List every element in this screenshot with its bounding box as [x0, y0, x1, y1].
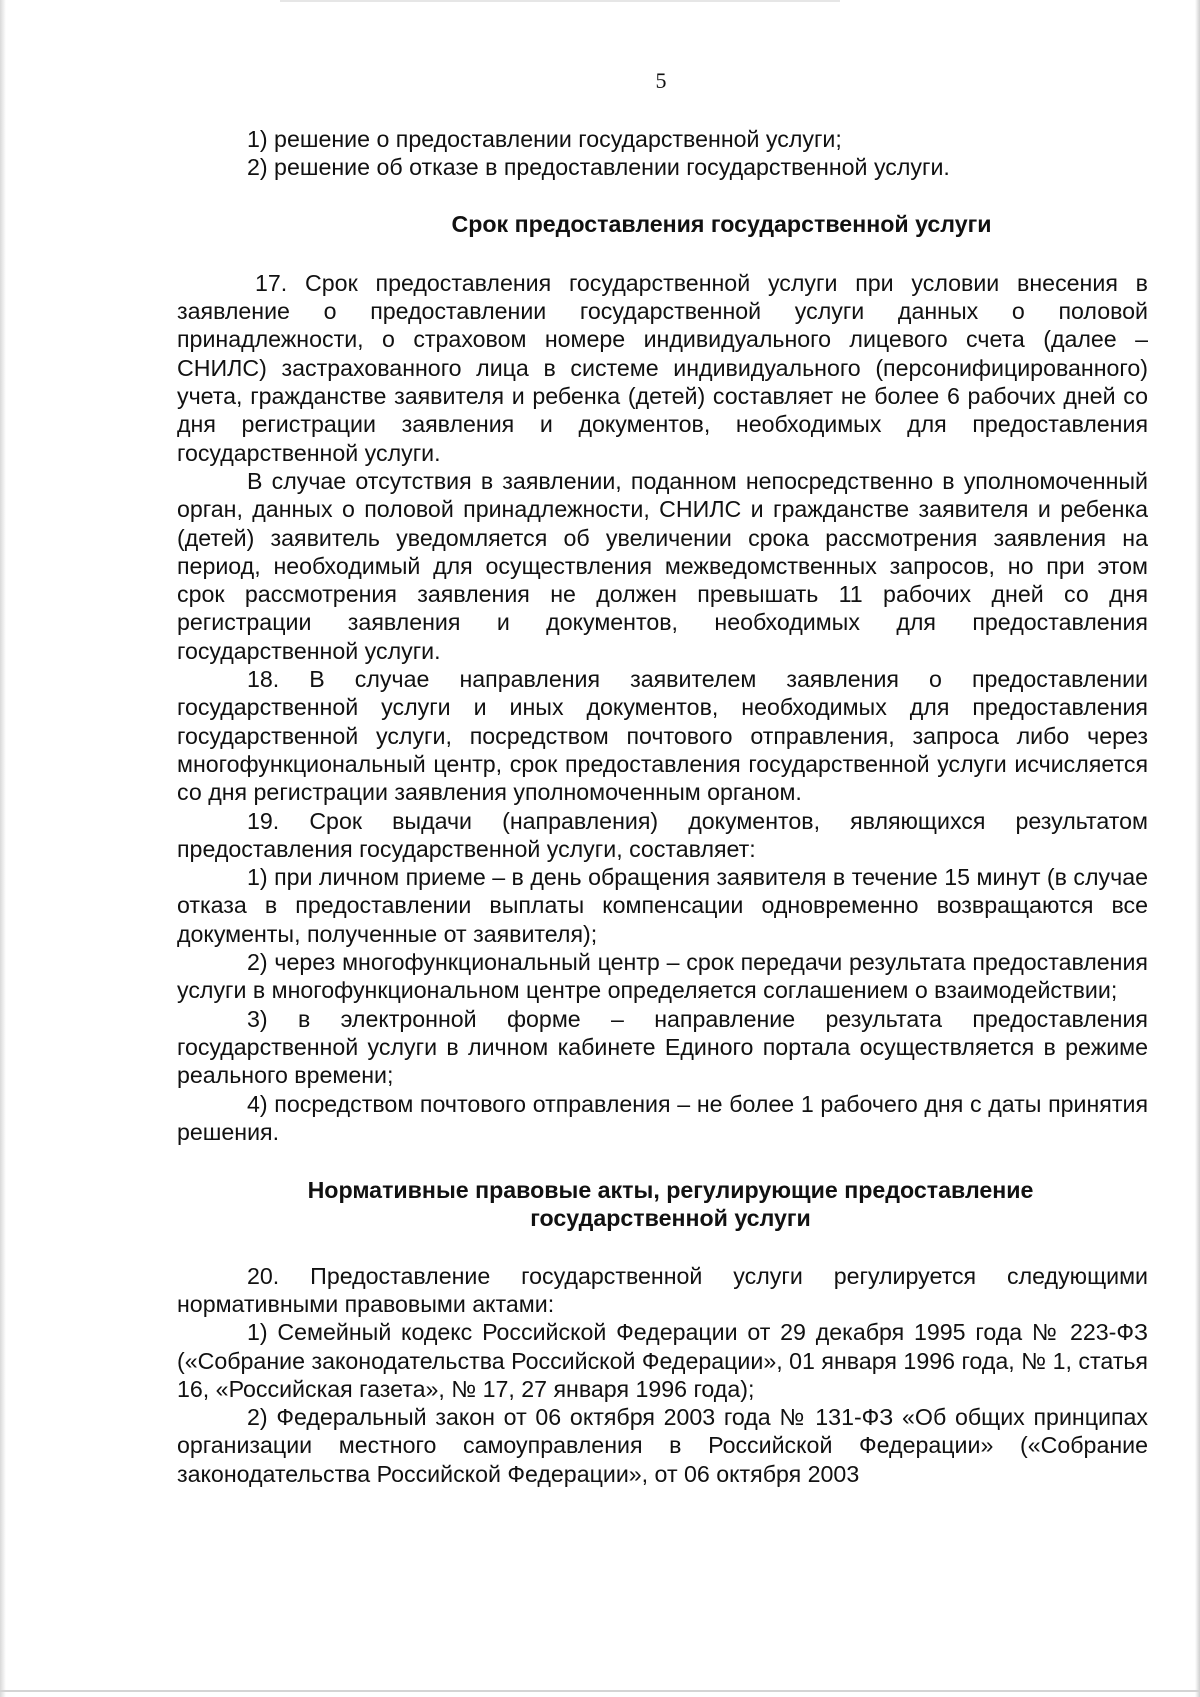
paragraph-20-item-1: 1) Семейный кодекс Российской Федерации от 29 декабря 1995 года № 223-ФЗ («Собрание законодательства Российской Федерации», 01 января 1996 года, № 1, статья 16, «Российская газета», № 17, 27 января 1996 года); — [177, 1319, 1148, 1402]
section-heading-term: Срок предоставления государственной услуги — [451, 210, 992, 237]
page-bottom-edge — [0, 1690, 1200, 1692]
section-heading-wrap-acts — [177, 1146, 1148, 1262]
page-left-edge-shadow — [0, 0, 6, 1697]
paragraph-18: 18. В случае направления заявителем заявления о предоставлении государственной услуги и иных документов, необходимых для предоставления государственной услуги, посредством почтового отправления, запроса либо через многофункциональный центр, срок предоставления государственной услуги исчисляется со дня регистрации заявления уполномоченным органом. — [177, 666, 1148, 806]
section-heading-wrap — [177, 182, 1148, 269]
result-item-1: 1) решение о предоставлении государственной услуги; — [247, 126, 842, 152]
result-item-2: 2) решение об отказе в предоставлении государственной услуги. — [247, 154, 950, 181]
paragraph-19: 19. Срок выдачи (направления) документов, являющихся результатом предоставления государственной услуги, составляет: — [177, 807, 1148, 862]
page-right-edge-shadow — [1195, 0, 1200, 1697]
paragraph-17-absence: В случае отсутствия в заявлении, поданном непосредственно в уполномоченный орган, данных о половой принадлежности, СНИЛС и гражданстве заявителя и ребенка (детей) заявитель уведомляется об увеличении срока рассмотрения заявления на период, необходимый для осуществления межведомственных запросов, но при этом срок рассмотрения заявления не должен превышать 11 рабочих дней со дня регистрации заявления и документов, необходимых для предоставления государственной услуги. — [177, 467, 1148, 664]
section-heading-acts-line2: государственной услуги — [530, 1205, 811, 1232]
page-top-edge — [280, 0, 840, 2]
paragraph-20: 20. Предоставление государственной услуги регулируется следующими нормативными правовыми актами: — [177, 1262, 1148, 1317]
page-number: 5 — [655, 68, 667, 93]
paragraph-19-item-3: 3) в электронной форме – направление результата предоставления государственной услуги в личном кабинете Единого портала осуществляется в режиме реального времени; — [177, 1005, 1148, 1089]
paragraph-19-item-1: 1) при личном приеме – в день обращения заявителя в течение 15 минут (в случае отказа в предоставлении выплаты компенсации одновременно возвращаются все документы, полученные от заявителя); — [177, 864, 1148, 947]
paragraph-17: 17. Срок предоставления государственной услуги при условии внесения в заявление о предоставлении государственной услуги данных о половой принадлежности, о страховом номере индивидуального лицевого счета (далее – СНИЛС) застрахованного лица в системе индивидуального (персонифицированного) учета, гражданстве заявителя и ребенка (детей) составляет не более 6 рабочих дней со дня регистрации заявления и документов, необходимых для предоставления государственной услуги. — [177, 269, 1148, 466]
paragraph-19-item-2: 2) через многофункциональный центр – срок передачи результата предоставления услуги в многофункциональном центре определяется соглашением о взаимодействии; — [177, 949, 1148, 1004]
paragraph-19-item-4: 4) посредством почтового отправления – не более 1 рабочего дня с даты принятия решения. — [177, 1090, 1148, 1145]
paragraph-20-item-2: 2) Федеральный закон от 06 октября 2003 года № 131-ФЗ «Об общих принципах организации местного самоуправления в Российской Федерации» («Собрание законодательства Российской Федерации», от 06 октября 2003 — [177, 1404, 1148, 1487]
document-body — [177, 125, 1148, 1488]
section-heading-acts-line1: Нормативные правовые акты, регулирующие предоставление — [307, 1177, 1034, 1204]
